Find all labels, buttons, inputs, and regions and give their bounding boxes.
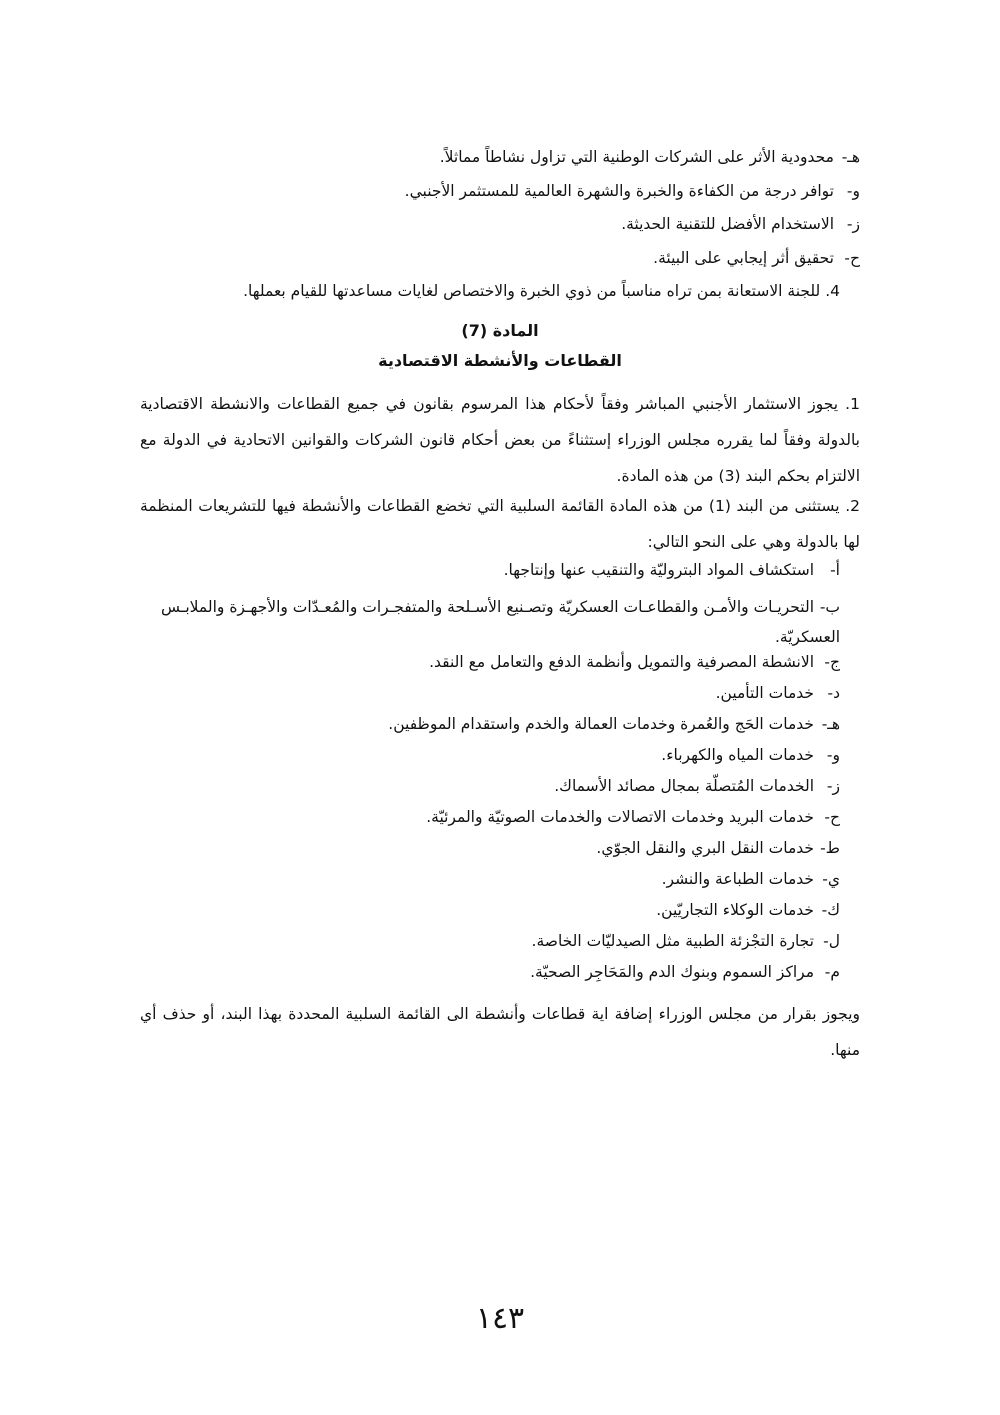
list-item [554,776,840,796]
article-number: المادة (7) [461,321,539,340]
item-marker: أ- [830,561,840,579]
list-item [662,869,840,889]
paragraph-2: 2. يستثنى من البند (1) من هذه المادة القائمة السلبية التي تخضع القطاعات والأنشطة فيها للتشريعات المنظمة لها بالدولة وهي على النحو التالي: [140,497,860,551]
top-item [440,147,860,167]
clause-4: 4. للجنة الاستعانة بمن تراه مناسباً من ذوي الخبرة والاختصاص لغايات مساعدتها للقيام بعملها. [243,282,840,300]
item-text: خدمات الحَج والعُمرة وخدمات العمالة والخدم واستقدام الموظفين. [388,715,814,733]
item-marker: ل- [823,932,840,950]
list-item [656,900,840,920]
page-number: ١٤٣ [475,1301,525,1336]
item-marker: و- [826,746,840,764]
item-text: الاستخدام الأفضل للتقنية الحديثة. [621,215,834,233]
list-item [532,931,840,951]
item-marker: ح- [824,808,840,826]
item-marker: ح- [844,249,860,267]
article-title: القطاعات والأنشطة الاقتصادية [378,351,622,370]
item-marker: ك- [821,901,840,919]
item-marker: ب- [819,598,840,616]
top-item [653,248,860,268]
item-marker: ي- [822,870,840,888]
closing-paragraph: ويجوز بقرار من مجلس الوزراء إضافة اية قطاعات وأنشطة الى القائمة السلبية المحددة بهذا البند، أو حذف أي منها. [140,1005,860,1059]
list-item [429,652,840,672]
item-text: خدمات المياه والكهرباء. [661,746,814,764]
list-item [388,714,840,734]
list-item [140,592,840,652]
item-text: خدمات الطباعة والنشر. [661,870,814,888]
item-text: خدمات التأمين. [715,684,814,702]
item-marker: د- [827,684,840,702]
item-text: استكشاف المواد البتروليّة والتنقيب عنها وإنتاجها. [503,561,814,579]
top-item [621,214,860,234]
item-marker: هـ- [841,148,860,166]
item-text: مراكز السموم وبنوك الدم والمَحَاجِر الصحيّة. [530,963,814,981]
top-item [405,181,860,201]
item-text: تحقيق أثر إيجابي على البيئة. [653,249,834,267]
item-text: الخدمات المُتصلّة بمجال مصائد الأسماك. [554,777,814,795]
list-item [661,745,840,765]
item-text: محدودية الأثر على الشركات الوطنية التي تزاول نشاطاً مماثلاً. [439,148,834,166]
item-marker: و- [846,182,860,200]
list-item [716,683,840,703]
item-text: التحريـات والأمـن والقطاعـات العسكريّة وتصـنيع الأسـلحة والمتفجـرات والمُعـدّات والأجهـزة والملابـس العسكريّة. [161,598,840,646]
item-marker: ج- [824,653,840,671]
item-text: خدمات البريد وخدمات الاتصالات والخدمات الصوتيّة والمرئيّة. [426,808,814,826]
item-text: توافر درجة من الكفاءة والخبرة والشهرة العالمية للمستثمر الأجنبي. [404,182,834,200]
list-item [504,560,840,580]
item-text: خدمات الوكلاء التجاريّين. [656,901,814,919]
list-item [530,962,840,982]
item-marker: ز- [846,215,860,233]
item-marker: هـ- [821,715,840,733]
item-marker: ط- [820,839,840,857]
item-marker: ز- [826,777,840,795]
list-item [596,838,840,858]
item-text: الانشطة المصرفية والتمويل وأنظمة الدفع والتعامل مع النقد. [429,653,814,671]
item-marker: م- [824,963,840,981]
item-text: تجارة التجْزئة الطبية مثل الصيدليّات الخاصة. [531,932,814,950]
list-item [426,807,840,827]
item-text: خدمات النقل البري والنقل الجوّي. [596,839,814,857]
paragraph-1: 1. يجوز الاستثمار الأجنبي المباشر وفقاً لأحكام هذا المرسوم بقانون في جميع القطاعات والانشطة الاقتصادية بالدولة وفقاً لما يقرره مجلس الوزراء إستثناءً من بعض أحكام قانون الشركات والقوانين الاتحادية في الدولة مع الالتزام بحكم البند (3) من هذه المادة. [140,395,860,485]
